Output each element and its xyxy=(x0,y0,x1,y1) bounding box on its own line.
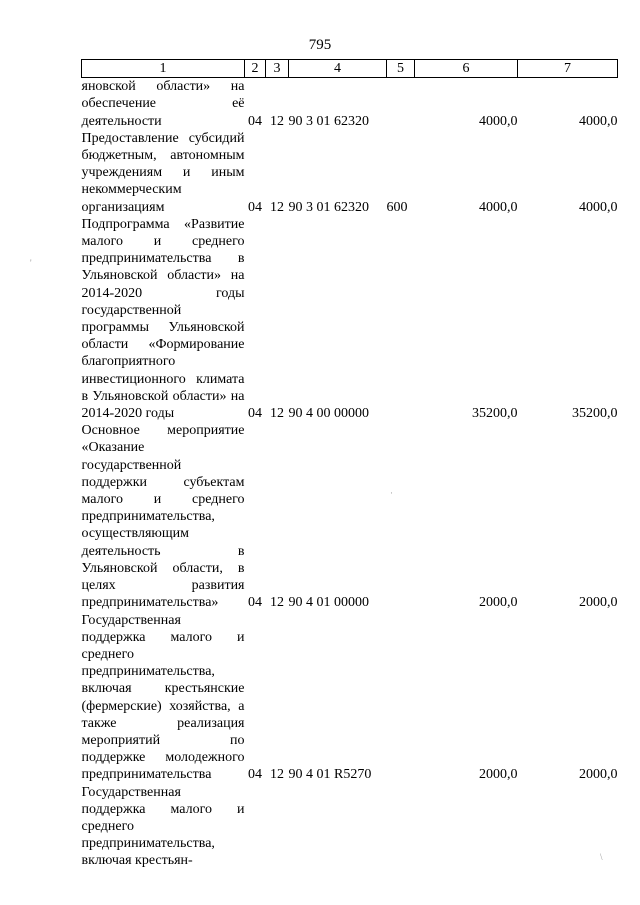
row-expense-type xyxy=(387,78,415,130)
row-subsection: 12 xyxy=(270,113,284,129)
row-name: Государственная поддержка малого и среднего предпринимательства, включая крестьянские (фермерские) хозяйства, а также реализация мероприятий по поддержке молодежного предпринимательства xyxy=(81,612,245,783)
row-amount-1: 2000,0 xyxy=(479,595,518,611)
row-section: 04 xyxy=(248,113,262,129)
table-row xyxy=(82,422,618,611)
col-header-2: 2 xyxy=(245,60,266,78)
page-number: 795 xyxy=(308,37,332,53)
row-amount-2: 4000,0 xyxy=(579,199,618,215)
row-subsection: 12 xyxy=(270,199,284,215)
col-header-5: 5 xyxy=(387,60,415,78)
scan-speck: \ xyxy=(600,852,603,862)
table-row xyxy=(82,130,618,216)
row-section: 04 xyxy=(248,767,262,783)
row-subsection: 12 xyxy=(270,767,284,783)
row-expense-type xyxy=(387,216,415,422)
row-amount-1 xyxy=(415,784,518,870)
scan-speck: ' xyxy=(30,258,32,268)
col-header-7: 7 xyxy=(518,60,618,78)
row-expense-type xyxy=(387,784,415,870)
row-amount-2: 2000,0 xyxy=(579,595,618,611)
row-target-code xyxy=(289,784,387,870)
row-expense-type xyxy=(387,612,415,784)
row-target-code: 90 3 01 62320 xyxy=(288,113,369,129)
table-row xyxy=(82,612,618,784)
row-subsection xyxy=(266,784,289,870)
row-name: Государственная поддержка малого и среднего предпринимательства, включая крестьян- xyxy=(81,784,245,869)
row-expense-type xyxy=(387,422,415,611)
header-row xyxy=(82,60,618,78)
col-header-3: 3 xyxy=(266,60,289,78)
table-row xyxy=(82,216,618,422)
row-name: Основное мероприятие «Оказание государственной поддержки субъектам малого и среднего предпринимательства, осуществляющим деятельность в Ульяновской области, в целях развития предпринимательства» xyxy=(81,423,245,611)
col-header-4: 4 xyxy=(289,60,387,78)
row-amount-2: 4000,0 xyxy=(579,113,618,129)
row-target-code: 90 4 01 00000 xyxy=(288,595,369,611)
row-section: 04 xyxy=(248,406,262,422)
budget-table xyxy=(81,59,618,870)
row-subsection: 12 xyxy=(270,406,284,422)
row-amount-1: 4000,0 xyxy=(479,113,518,129)
row-section: 04 xyxy=(248,595,262,611)
row-amount-1: 2000,0 xyxy=(479,767,518,783)
table-row xyxy=(82,784,618,870)
row-amount-1: 4000,0 xyxy=(479,199,518,215)
row-target-code: 90 4 01 R5270 xyxy=(288,767,372,783)
row-name: Подпрограмма «Развитие малого и среднего предпринимательства в Ульяновской области» на 2014-2020 годы государственной программы Ульяновской области «Формирование благоприятного инвестиционного климата в Ульяновской области» на 2014-2020 годы xyxy=(81,216,245,422)
col-header-1: 1 xyxy=(82,60,245,78)
row-section: 04 xyxy=(248,199,262,215)
row-name: яновской области» на обеспечение её деятельности xyxy=(81,79,245,129)
scan-speck: · xyxy=(390,488,393,498)
row-amount-2: 2000,0 xyxy=(579,767,618,783)
row-subsection: 12 xyxy=(270,595,284,611)
row-name: Предоставление субсидий бюджетным, автономным учреждениям и иным некоммерческим организациям xyxy=(81,130,245,215)
row-target-code: 90 4 00 00000 xyxy=(288,406,369,422)
row-amount-1: 35200,0 xyxy=(472,406,518,422)
row-section xyxy=(245,784,266,870)
table-row xyxy=(82,78,618,130)
row-expense-type: 600 xyxy=(386,199,408,215)
row-amount-2: 35200,0 xyxy=(572,406,618,422)
row-target-code: 90 3 01 62320 xyxy=(288,199,369,215)
col-header-6: 6 xyxy=(415,60,518,78)
